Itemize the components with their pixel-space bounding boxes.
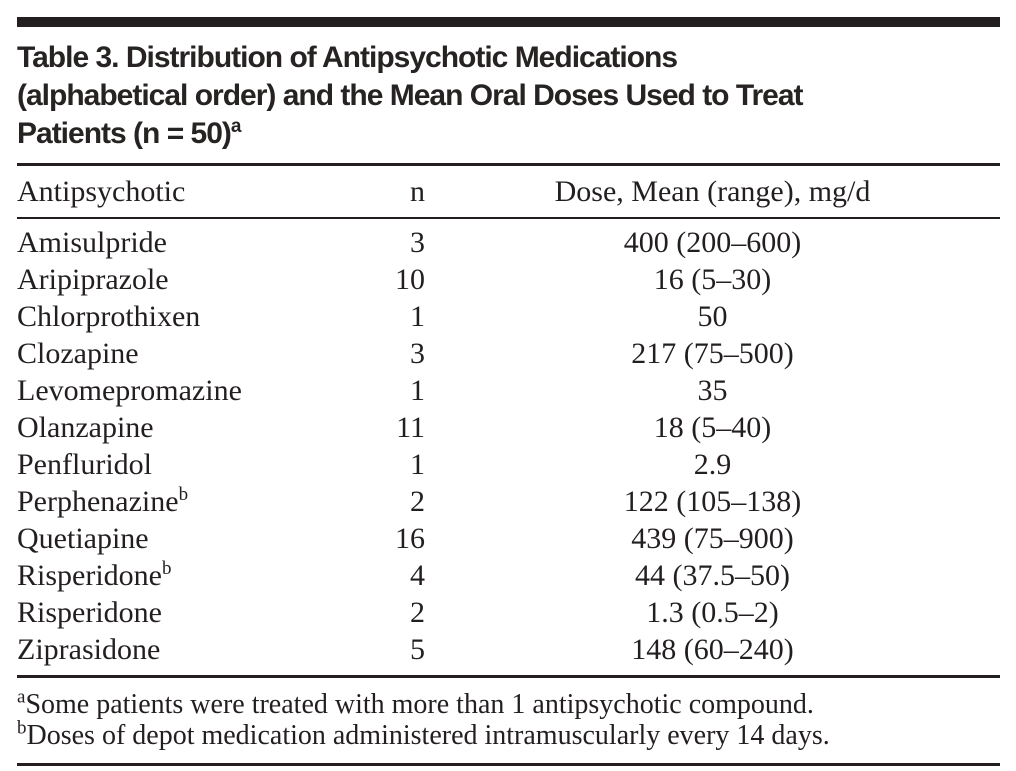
- drug-name-text: Risperidone: [17, 559, 162, 592]
- drug-name: [17, 594, 367, 631]
- n-value: 3: [410, 337, 425, 370]
- drug-name: [17, 335, 367, 372]
- table-row: [17, 224, 1000, 261]
- n-value: 5: [410, 633, 425, 666]
- table-row: [17, 483, 1000, 520]
- drug-name-text: Aripiprazole: [17, 263, 169, 296]
- footnote-b-text: Doses of depot medication administered intramuscularly every 14 days.: [26, 720, 830, 751]
- drug-name: [17, 298, 367, 335]
- n-value: 1: [410, 374, 425, 407]
- n-value: 2: [410, 485, 425, 518]
- table-row: [17, 372, 1000, 409]
- footnote-marker: b: [178, 484, 189, 505]
- column-header-antipsychotic: Antipsychotic: [17, 175, 186, 208]
- table-row: [17, 520, 1000, 557]
- table-footnotes: [17, 678, 1000, 766]
- table-title-line-3-text: Patients (n = 50): [17, 117, 231, 150]
- drug-name-text: Ziprasidone: [17, 633, 161, 666]
- dose-value: 50: [697, 300, 728, 333]
- dose-value: 16 (5–30): [653, 263, 772, 296]
- drug-name: [17, 224, 367, 261]
- title-footnote-marker: a: [230, 116, 242, 137]
- table-top-rule: [17, 17, 1000, 27]
- drug-name-text: Amisulpride: [17, 226, 167, 259]
- column-header-dose: Dose, Mean (range), mg/d: [554, 175, 871, 208]
- dose-value: 148 (60–240): [631, 633, 794, 666]
- dose-value: 44 (37.5–50): [635, 559, 790, 592]
- drug-name-text: Perphenazine: [17, 485, 179, 518]
- n-value: 16: [395, 522, 425, 555]
- footnote-a-marker: a: [17, 686, 26, 708]
- footnote-marker: b: [161, 558, 172, 579]
- n-value: 1: [410, 448, 425, 481]
- drug-name: [17, 409, 367, 446]
- dose-value: 2.9: [693, 448, 732, 481]
- drug-name: [17, 557, 367, 594]
- dose-value: 217 (75–500): [631, 337, 794, 370]
- dose-value: 1.3 (0.5–2): [646, 596, 779, 629]
- dose-value: 400 (200–600): [623, 226, 802, 259]
- drug-name-text: Penfluridol: [17, 448, 152, 481]
- table-body: [17, 219, 1000, 678]
- drug-name: [17, 631, 367, 668]
- drug-name-text: Clozapine: [17, 337, 139, 370]
- table-row: [17, 631, 1000, 668]
- dose-value: 35: [697, 374, 728, 407]
- table-title-line-3: [17, 115, 1000, 153]
- dose-value: 122 (105–138): [623, 485, 802, 518]
- table-title-line-2: (alphabetical order) and the Mean Oral Doses Used to Treat: [17, 79, 803, 112]
- table-row: [17, 261, 1000, 298]
- table-title: [17, 27, 1000, 166]
- n-value: 1: [410, 300, 425, 333]
- table-row: [17, 594, 1000, 631]
- dose-value: 439 (75–900): [631, 522, 794, 555]
- footnote-b-marker: b: [17, 717, 27, 739]
- drug-name-text: Chlorprothixen: [17, 300, 201, 333]
- n-value: 2: [410, 596, 425, 629]
- footnote-a: [17, 686, 1000, 720]
- dose-value: 18 (5–40): [653, 411, 772, 444]
- drug-name: [17, 483, 367, 520]
- column-header-n: n: [410, 175, 425, 208]
- n-value: 11: [396, 411, 425, 444]
- n-value: 3: [410, 226, 425, 259]
- n-value: 4: [410, 559, 425, 592]
- table-row: [17, 335, 1000, 372]
- drug-name-text: Risperidone: [17, 596, 162, 629]
- n-value: 10: [395, 263, 425, 296]
- table-row: [17, 298, 1000, 335]
- drug-name-text: Levomepromazine: [17, 374, 242, 407]
- drug-name: [17, 520, 367, 557]
- footnote-a-text: Some patients were treated with more than 1 antipsychotic compound.: [25, 689, 814, 720]
- drug-name: [17, 261, 367, 298]
- drug-name: [17, 372, 367, 409]
- table-row: [17, 446, 1000, 483]
- drug-name-text: Quetiapine: [17, 522, 149, 555]
- drug-name-text: Olanzapine: [17, 411, 154, 444]
- drug-name: [17, 446, 367, 483]
- table-row: [17, 409, 1000, 446]
- table-row: [17, 557, 1000, 594]
- table-header-row: [17, 166, 1000, 219]
- table-title-line-1: Table 3. Distribution of Antipsychotic Medications: [17, 41, 678, 74]
- footnote-b: [17, 717, 1000, 751]
